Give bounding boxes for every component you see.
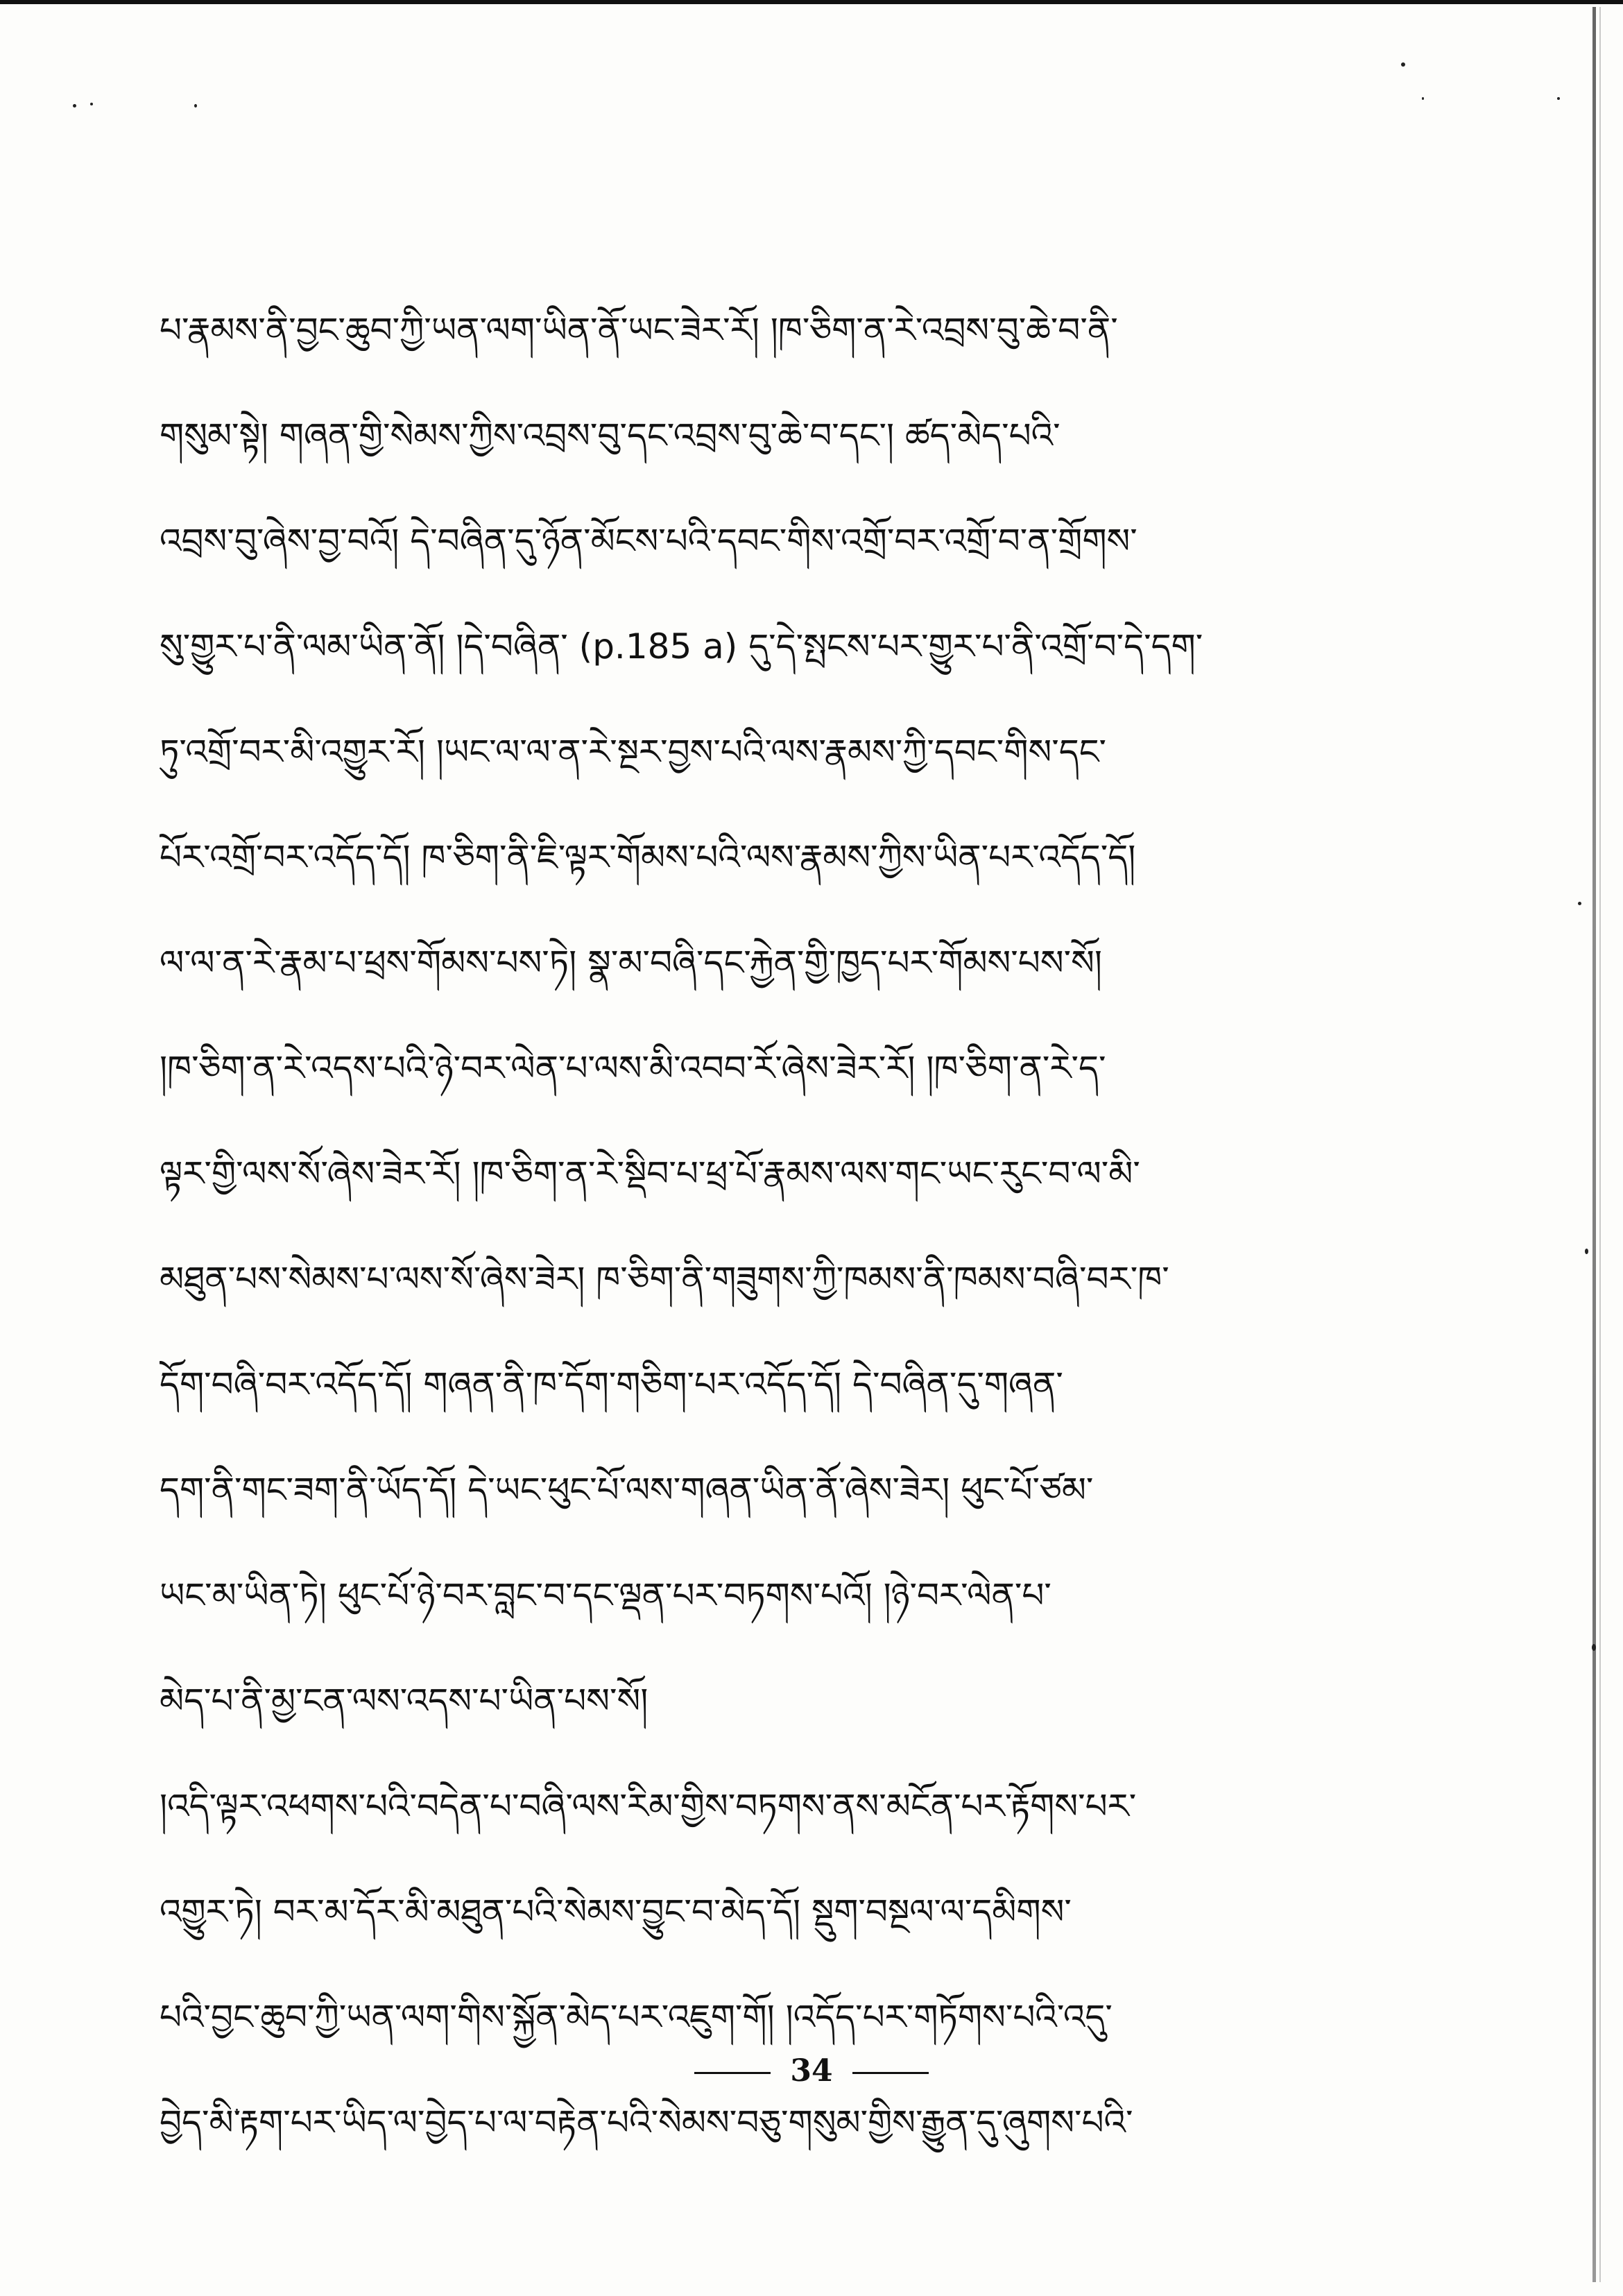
scan-speck xyxy=(1585,1249,1588,1254)
footer-dash-left xyxy=(694,2072,771,2074)
tibetan-text-body xyxy=(160,277,1422,2175)
page-footer xyxy=(0,2053,1623,2089)
text-line: ལ་ལ་ན་རེ་རྣམ་པ་ཕྲས་གོམས་པས་ཏེ། སྣ་མ་བཞི་དང་རྐྱེན་གྱི་ཁྱད་པར་གོམས་པས་སོ། xyxy=(160,943,1102,983)
scan-speck xyxy=(1557,97,1560,100)
scan-speck xyxy=(73,104,76,108)
footer-dash-right xyxy=(852,2072,929,2074)
text-line: འབྲས་བུ་ཞེས་བྱ་བའོ། དེ་བཞིན་དུ་ཉོན་མོངས་པའི་དབང་གིས་འགྲོ་བར་འགྲོ་བ་ན་གྲོགས་ xyxy=(160,521,1137,561)
text-line: བྱེད་མི་རྟག་པར་ཡིད་ལ་བྱེད་པ་ལ་བརྟེན་པའི་སེམས་བཅུ་གསུམ་གྱིས་རྒྱུན་དུ་ཞུགས་པའི་ xyxy=(160,2102,1133,2143)
text-line: སུ་གྱུར་པ་ནི་ལམ་ཡིན་ནོ། །དེ་བཞིན་ (p.185 a) དུ་དེ་སྤངས་པར་གྱུར་པ་ནི་འགྲོ་བ་དེ་དག་ xyxy=(160,626,1203,667)
binding-edge-inner xyxy=(1599,7,1601,2282)
scan-speck xyxy=(1578,902,1581,905)
text-line: །ཁ་ཅིག་ན་རེ་འདས་པའི་ཉེ་བར་ལེན་པ་ལས་མི་འབབ་རོ་ཞེས་ཟེར་རོ། །ཁ་ཅིག་ན་རེ་ད་ xyxy=(160,1048,1106,1088)
text-line: འགྱུར་ཏེ། བར་མ་དོར་མི་མཐུན་པའི་སེམས་བྱུང་བ་མེད་དོ། སྡུག་བསྔལ་ལ་དམིགས་ xyxy=(160,1892,1072,1932)
scan-speck xyxy=(1592,1644,1596,1651)
text-line: ཡང་མ་ཡིན་ཏེ། ཕུང་པོ་ཉེ་བར་བླང་བ་དང་ལྡན་པར་བཏགས་པའོ། །ཉེ་བར་ལེན་པ་ xyxy=(160,1575,1051,1616)
text-line: གསུམ་སྟེ། གཞན་གྱི་སེམས་ཀྱིས་འབྲས་བུ་དང་འབྲས་བུ་ཆེ་བ་དང་། ཚད་མེད་པའི་ xyxy=(160,415,1060,456)
scan-speck xyxy=(194,104,197,108)
text-line: པ་རྣམས་ནི་བྱང་ཆུབ་ཀྱི་ཡན་ལག་ཡིན་ནོ་ཡང་ཟེར་རོ། །ཁ་ཅིག་ན་རེ་འབྲས་བུ་ཆེ་བ་ནི་ xyxy=(160,310,1118,350)
text-line: དག་ནི་གང་ཟག་ནི་ཡོད་དོ། དེ་ཡང་ཕུང་པོ་ལས་གཞན་ཡིན་ནོ་ཞེས་ཟེར། ཕུང་པོ་ཙམ་ xyxy=(160,1470,1094,1510)
scan-speck xyxy=(90,103,93,105)
page-number: 34 xyxy=(790,2053,833,2089)
text-line: པོར་འགྲོ་བར་འདོད་དོ། ཁ་ཅིག་ནི་ཇི་ལྟར་གོམས་པའི་ལས་རྣམས་ཀྱིས་ཡིན་པར་འདོད་དོ། xyxy=(160,837,1136,877)
scan-speck xyxy=(1422,97,1424,100)
text-line: ཏུ་འགྲོ་བར་མི་འགྱུར་རོ། །ཡང་ལ་ལ་ན་རེ་སྔར་བྱས་པའི་ལས་རྣམས་ཀྱི་དབང་གིས་དང་ xyxy=(160,732,1106,772)
text-line: ལྟར་གྱི་ལས་སོ་ཞེས་ཟེར་རོ། །ཁ་ཅིག་ན་རེ་སྡིབ་པ་ཕྲ་པོ་རྣམས་ལས་གང་ཡང་རུང་བ་ལ་མི་ xyxy=(160,1154,1140,1194)
text-line: །འདི་ལྟར་འཕགས་པའི་བདེན་པ་བཞི་ལས་རིམ་གྱིས་བཏགས་ནས་མངོན་པར་རྟོགས་པར་ xyxy=(160,1786,1137,1826)
text-line: པའི་བྱང་ཆུབ་ཀྱི་ཡན་ལག་གིས་སྐྱོན་མེད་པར་འཇུག་གོ། །འདོད་པར་གཏོགས་པའི་འདུ་ xyxy=(160,1997,1113,2037)
scan-speck xyxy=(1401,62,1405,67)
text-line: མེད་པ་ནི་མྱ་ངན་ལས་འདས་པ་ཡིན་པས་སོ། xyxy=(160,1681,649,1721)
text-line: དོག་བཞི་བར་འདོད་དོ། གཞན་ནི་ཁ་དོག་གཅིག་པར་འདོད་དོ། དེ་བཞིན་དུ་གཞན་ xyxy=(160,1364,1063,1405)
binding-edge xyxy=(1592,7,1596,2282)
text-line: མཐུན་པས་སེམས་པ་ལས་སོ་ཞེས་ཟེར། ཁ་ཅིག་ནི་གཟུགས་ཀྱི་ཁམས་ནི་ཁམས་བཞི་བར་ཁ་ xyxy=(160,1259,1169,1299)
top-border-rule xyxy=(0,0,1623,4)
